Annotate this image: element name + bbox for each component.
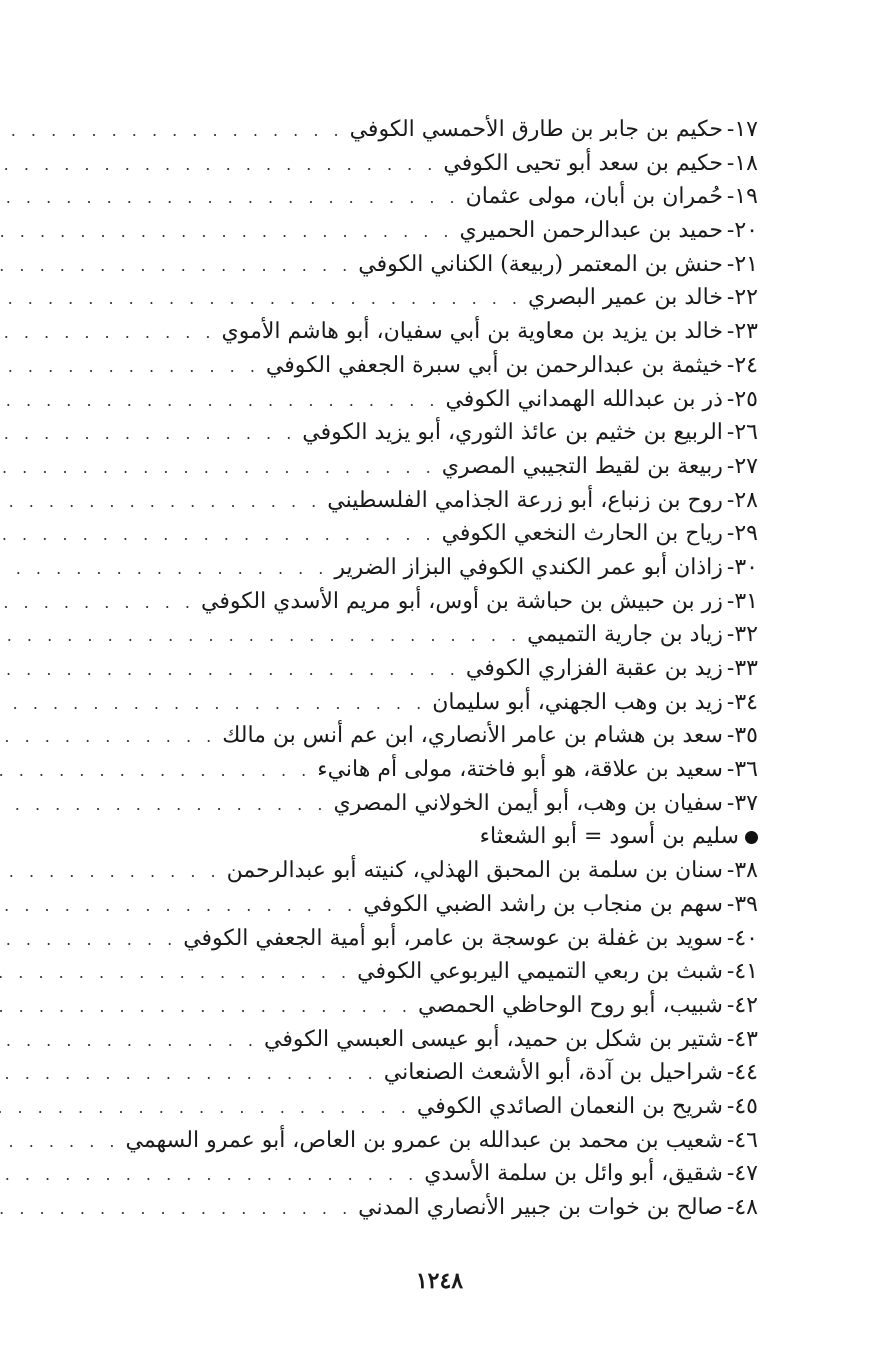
dot-leader — [0, 384, 445, 418]
entry-number: ٤٠- — [726, 925, 758, 951]
entry-number: ٢٢- — [726, 285, 758, 311]
entry-text — [480, 820, 758, 854]
entry-title: زر بن حبيش بن حباشة بن أوس، أبو مريم الأسدي الكوفي — [201, 588, 723, 614]
toc-entry — [30, 281, 758, 315]
entry-title: خيثمة بن عبدالرحمن بن أبي سبرة الجعفي الكوفي — [265, 352, 723, 378]
toc-entry — [30, 383, 758, 417]
entry-text — [201, 585, 758, 619]
dot-leader — [0, 1057, 384, 1091]
dot-leader — [0, 619, 527, 653]
entry-number: ٢٧- — [726, 453, 758, 479]
entry-title: خالد بن عمير البصري — [528, 285, 723, 311]
entry-text — [227, 854, 758, 888]
dot-leader — [0, 720, 222, 754]
dot-leader — [0, 350, 266, 384]
entry-title: سعيد بن علاقة، هو أبو فاختة، مولى أم هانيء — [317, 757, 723, 783]
entry-text — [358, 248, 758, 282]
entry-text — [442, 450, 758, 484]
entry-number: ٢٩- — [726, 521, 758, 547]
page-number: ١٢٤٨ — [415, 1268, 464, 1294]
dot-leader — [0, 1024, 264, 1058]
entry-text — [327, 484, 758, 518]
entry-number: ٢٥- — [726, 386, 758, 412]
toc-entry — [30, 922, 758, 956]
entry-number: ٢٤- — [726, 352, 758, 378]
entry-number: ٣٠- — [726, 554, 758, 580]
toc-entry — [30, 1191, 758, 1225]
toc-entry — [30, 719, 758, 753]
toc-entry — [30, 214, 758, 248]
entry-number: ٣٦- — [726, 757, 758, 783]
entry-title: شراحيل بن آدة، أبو الأشعث الصنعاني — [383, 1060, 723, 1086]
toc-entry — [30, 652, 758, 686]
entry-number: ٤٧- — [726, 1161, 758, 1187]
entry-text — [317, 753, 758, 787]
toc-entry — [30, 955, 758, 989]
toc-entry — [30, 753, 758, 787]
dot-leader — [0, 956, 357, 990]
toc-entry — [30, 180, 758, 214]
entry-text — [418, 989, 758, 1023]
entry-number: ١٩- — [726, 184, 758, 210]
entry-text — [350, 113, 758, 147]
bullet-icon — [745, 831, 758, 844]
entry-number: ٢٦- — [726, 420, 758, 446]
entry-title: حميد بن عبدالرحمن الحميري — [459, 218, 723, 244]
entry-title: شقيق، أبو وائل بن سلمة الأسدي — [424, 1161, 723, 1187]
toc-entry — [30, 551, 758, 585]
entry-number: ٤٨- — [726, 1195, 758, 1220]
dot-leader — [0, 282, 528, 316]
dot-leader — [0, 114, 350, 148]
toc-entry — [30, 113, 758, 147]
entry-text — [442, 517, 758, 551]
toc-entry — [30, 517, 758, 551]
entry-text — [125, 1124, 758, 1158]
dot-leader — [0, 788, 333, 822]
entry-number: ٣٤- — [726, 689, 758, 715]
toc-entry — [30, 820, 758, 854]
entry-number: ٢٣- — [726, 319, 758, 345]
entry-text — [424, 1157, 758, 1191]
dot-leader — [0, 316, 222, 350]
entry-number: ٤٦- — [726, 1127, 758, 1153]
toc-entry — [30, 1124, 758, 1158]
entry-title: سليم بن أسود = أبو الشعثاء — [479, 824, 739, 850]
entry-title: ربيعة بن لقيط التجيبي المصري — [441, 453, 723, 479]
dot-leader — [0, 1192, 358, 1226]
toc-entry — [30, 147, 758, 181]
entry-number: ٣٧- — [726, 790, 758, 816]
dot-leader — [0, 417, 302, 451]
entry-title: شبيب، أبو روح الوحاظي الحمصي — [418, 992, 723, 1018]
dot-leader — [0, 1091, 417, 1125]
toc-entry — [30, 484, 758, 518]
entry-text — [183, 922, 758, 956]
entry-number: ٣٣- — [726, 656, 758, 681]
toc-entry — [30, 450, 758, 484]
toc-entry — [30, 349, 758, 383]
dot-leader — [0, 855, 227, 889]
entry-title: حكيم بن سعد أبو تحيى الكوفي — [443, 150, 723, 176]
entry-number: ٤٥- — [726, 1093, 758, 1119]
entry-title: سهم بن منجاب بن راشد الضبي الكوفي — [363, 891, 723, 917]
table-of-contents — [30, 113, 758, 1225]
entry-text — [443, 147, 758, 181]
toc-entry — [30, 1157, 758, 1191]
entry-text — [384, 1056, 758, 1090]
entry-title: زيد بن عقبة الفزاري الكوفي — [465, 656, 723, 681]
entry-number: ٣٥- — [726, 723, 758, 749]
entry-text — [466, 652, 758, 686]
entry-text — [302, 416, 758, 450]
dot-leader — [0, 889, 363, 923]
entry-title: حنش بن المعتمر (ربيعة) الكناني الكوفي — [358, 251, 723, 277]
toc-entry — [30, 248, 758, 282]
entry-title: شعيب بن محمد بن عبدالله بن عمرو بن العاص، أبو عمرو السهمي — [125, 1127, 723, 1153]
entry-title: زاذان أبو عمر الكندي الكوفي البزاز الضرير — [334, 554, 723, 580]
entry-title: شتير بن شكل بن حميد، أبو عيسى العبسي الكوفي — [263, 1026, 723, 1052]
entry-number: ٤٢- — [726, 992, 758, 1018]
dot-leader — [0, 215, 460, 249]
entry-text — [357, 955, 758, 989]
dot-leader — [0, 687, 432, 721]
toc-entry — [30, 618, 758, 652]
entry-title: الربيع بن خثيم بن عائذ الثوري، أبو يزيد الكوفي — [302, 420, 723, 446]
toc-entry — [30, 787, 758, 821]
entry-title: صالح بن خوات بن جبير الأنصاري المدني — [358, 1195, 723, 1220]
dot-leader — [0, 148, 443, 182]
entry-title: حكيم بن جابر بن طارق الأحمسي الكوفي — [349, 117, 723, 142]
entry-text — [527, 618, 758, 652]
entry-title: سفيان بن وهب، أبو أيمن الخولاني المصري — [333, 790, 723, 816]
entry-title: شريح بن النعمان الصائدي الكوفي — [416, 1093, 723, 1119]
entry-number: ٤١- — [726, 959, 758, 985]
entry-number: ٢١- — [726, 251, 758, 277]
toc-entry — [30, 416, 758, 450]
entry-number: ٤٤- — [726, 1060, 758, 1086]
dot-leader — [0, 249, 358, 283]
toc-entry — [30, 989, 758, 1023]
entry-title: حُمران بن أبان، مولى عثمان — [465, 184, 723, 210]
dot-leader — [0, 990, 418, 1024]
entry-text — [460, 214, 759, 248]
toc-entry — [30, 1056, 758, 1090]
toc-entry — [30, 585, 758, 619]
entry-text — [266, 349, 758, 383]
entry-text — [363, 888, 758, 922]
entry-text — [466, 180, 758, 214]
entry-number: ١٨- — [726, 150, 758, 176]
entry-title: رياح بن الحارث النخعي الكوفي — [441, 521, 723, 547]
entry-text — [222, 315, 759, 349]
entry-title: زياد بن جارية التميمي — [527, 622, 723, 648]
toc-entry — [30, 686, 758, 720]
entry-number: ٢٠- — [726, 218, 758, 244]
toc-entry — [30, 1023, 758, 1057]
entry-text — [264, 1023, 758, 1057]
dot-leader — [0, 485, 327, 519]
dot-leader — [0, 923, 183, 957]
dot-leader — [0, 754, 317, 788]
entry-title: سعد بن هشام بن عامر الأنصاري، ابن عم أنس بن مالك — [222, 723, 723, 749]
dot-leader — [0, 451, 442, 485]
entry-number: ٣٩- — [726, 891, 758, 917]
entry-text — [334, 551, 758, 585]
entry-title: سنان بن سلمة بن المحبق الهذلي، كنيته أبو عبدالرحمن — [226, 858, 723, 884]
dot-leader — [0, 1125, 125, 1159]
entry-number: ٣٨- — [726, 858, 758, 884]
entry-number: ٢٨- — [726, 487, 758, 513]
entry-text — [222, 719, 758, 753]
dot-leader — [0, 653, 466, 687]
toc-entry — [30, 315, 758, 349]
dot-leader — [0, 552, 334, 586]
entry-number: ٣٢- — [726, 622, 758, 648]
entry-title: شبث بن ربعي التميمي اليربوعي الكوفي — [357, 959, 723, 985]
dot-leader — [0, 1158, 424, 1192]
entry-title: خالد بن يزيد بن معاوية بن أبي سفيان، أبو هاشم الأموي — [221, 319, 723, 345]
entry-text — [528, 281, 758, 315]
toc-entry — [30, 1090, 758, 1124]
entry-text — [445, 383, 758, 417]
entry-number: ٤٣- — [726, 1026, 758, 1052]
entry-text — [358, 1191, 758, 1225]
entry-number: ٣١- — [726, 588, 758, 614]
entry-text — [333, 787, 758, 821]
entry-text — [417, 1090, 758, 1124]
entry-title: ذر بن عبدالله الهمداني الكوفي — [445, 386, 723, 412]
entry-number: ١٧- — [726, 117, 758, 142]
dot-leader — [0, 586, 201, 620]
entry-title: زيد بن وهب الجهني، أبو سليمان — [432, 689, 723, 715]
toc-entry — [30, 854, 758, 888]
entry-title: سويد بن غفلة بن عوسجة بن عامر، أبو أمية الجعفي الكوفي — [183, 925, 723, 951]
dot-leader — [0, 518, 442, 552]
entry-text — [432, 686, 758, 720]
dot-leader — [0, 181, 466, 215]
entry-title: روح بن زنباع، أبو زرعة الجذامي الفلسطيني — [327, 487, 723, 513]
toc-entry — [30, 888, 758, 922]
